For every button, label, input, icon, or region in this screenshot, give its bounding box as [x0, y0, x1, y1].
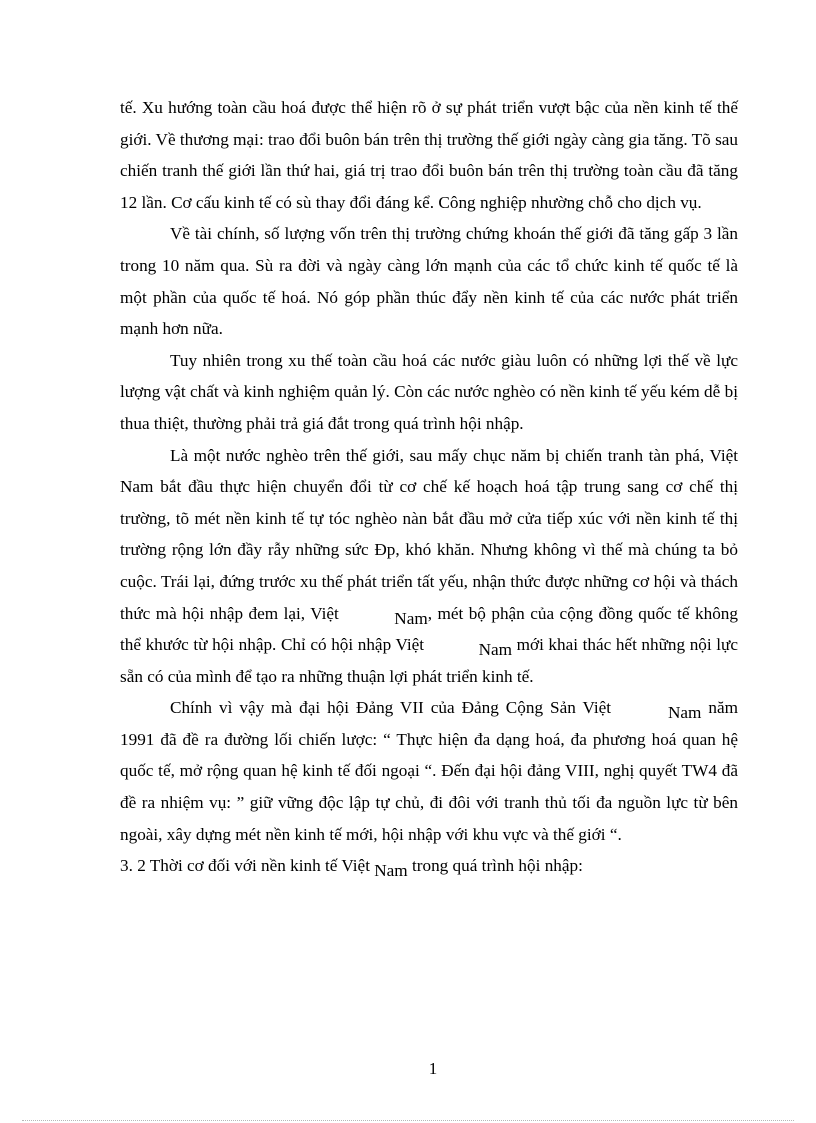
paragraph-text: Tuy nhiên trong xu thế toàn cầu hoá các nước giàu luôn có những lợi thế về lực lượng vật chất và kinh nghiệm quản lý. Còn các nước nghèo có nền kinh tế yếu kém dễ bị thua thiệt, thường phải trả giá đắt trong quá trình hội nhập.	[120, 350, 738, 433]
paragraph-text: năm 1991 đã đề ra đường lối chiến lược: “ Thực hiện đa dạng hoá, đa phương hoá quan hệ quốc tế, mở rộng quan hệ kinh tế đối ngoại “. Đến đại hội đảng VIII, nghị quyết TW4 đã đề ra nhiệm vụ: ” giữ vững độc lập tự chủ, đi đôi với tranh thủ tối đa nguồn lực từ bên ngoài, xây dựng mét nền kinh tế mới, hội nhập với khu vực và thế giới “.	[120, 698, 739, 844]
country-name-fragment: Nam	[394, 608, 428, 628]
paragraph-vietnam-transition	[120, 440, 738, 693]
paragraph-text: Là một nước nghèo trên thế giới, sau mấy chục năm bị chiến tranh tàn phá, Việt Nam bắt đầu thực hiện chuyển đổi từ cơ chế kế hoạch hoá tập trung sang cơ chế thị trường, tõ mét nền kinh tế tự tóc nghèo nàn bắt đầu mở cửa tiếp xúc với nền kinh tế thị trường rộng lớn đầy rẫy những sức Đp, khó khăn. Nhưng không vì thế mà chúng ta bỏ cuộc. Trái lại, đứng trước xu thế phát triển tất yếu, nhận thức được những cơ hội và thách thức mà hội nhập đem lại, Việt	[120, 445, 738, 623]
paragraph-finance	[120, 218, 738, 344]
paragraph-party-congress	[120, 692, 738, 850]
country-name-fragment: Nam	[374, 861, 408, 881]
paragraph-text: Về tài chính, số lượng vốn trên thị trường chứng khoán thế giới đã tăng gấp 3 lần trong 10 năm qua. Sù ra đời và ngày càng lớn mạnh của các tổ chức kinh tế quốc tế là một phần của quốc tế hoá. Nó góp phần thúc đẩy nền kinh tế của các nước phát triển mạnh hơn nữa.	[120, 224, 738, 339]
paragraph-rich-poor-countries	[120, 345, 738, 440]
country-name-fragment: Nam	[668, 703, 702, 723]
heading-text: 3. 2 Thời cơ đối với nền kinh tế Việt	[120, 856, 375, 876]
page-number: 1	[428, 1059, 438, 1078]
paragraph-text: Chính vì vậy mà đại hội Đảng VII của Đảng Cộng Sản Việt	[170, 698, 619, 718]
paragraph-globalization-trade	[120, 92, 738, 218]
country-name-fragment: Nam	[478, 640, 513, 660]
paragraph-text: tế. Xu hướng toàn cầu hoá được thể hiện rõ ở sự phát triển vượt bậc của nền kinh tế thế giới. Về thương mại: trao đổi buôn bán trên thị trường thế giới ngày càng gia tăng. Tõ sau chiến tranh thế giới lần thứ hai, giá trị trao đổi buôn bán trên thị trường toàn cầu đã tăng 12 lần. Cơ cấu kinh tế có sù thay đổi đáng kể. Công nghiệp nhường chỗ cho dịch vụ.	[120, 98, 738, 212]
paragraph-text: , mét bộ phận của cộng đồng quốc tế không thể khước từ hội nhập. Chỉ có hội nhập Việt	[120, 603, 738, 655]
body-text	[120, 92, 738, 882]
heading-text: trong quá trình hội nhập:	[407, 856, 583, 876]
paragraph-text: mới khai thác hết những nội lực sẵn có của mình để tạo ra những thuận lợi phát triển kinh tế.	[120, 635, 738, 686]
page-bottom-border	[22, 1120, 794, 1121]
section-heading	[120, 850, 738, 882]
